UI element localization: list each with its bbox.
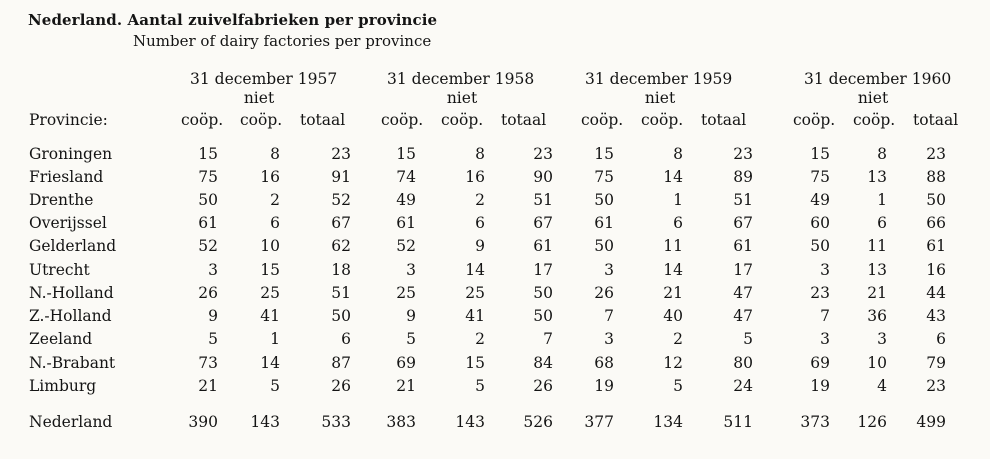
niet-coop-value: 14	[465, 261, 485, 279]
totaal-value: 87	[331, 354, 351, 372]
totaal-value: 89	[733, 168, 753, 186]
coop-header-2: coöp.	[381, 111, 424, 129]
totaal-value: 61	[533, 237, 553, 255]
province-name: Utrecht	[29, 261, 90, 279]
niet-coop-value: 11	[663, 237, 683, 255]
table-subtitle: Number of dairy factories per province	[133, 32, 432, 50]
coop-value: 9	[208, 307, 218, 325]
niet-coop-value: 14	[260, 354, 280, 372]
totaal-value: 17	[533, 261, 553, 279]
niet-coop-value: 5	[475, 377, 485, 395]
coop-value: 9	[406, 307, 416, 325]
niet-coop-value: 6	[270, 214, 280, 232]
niet-coop-value: 13	[867, 261, 887, 279]
total-niet-coop-value: 134	[653, 413, 683, 431]
totaal-header-3: totaal	[701, 111, 747, 129]
total-totaal-value: 533	[321, 413, 351, 431]
niet-coop-value: 1	[877, 191, 887, 209]
niet-coop-value: 2	[673, 330, 683, 348]
coop-value: 50	[594, 237, 614, 255]
total-niet-coop-value: 126	[857, 413, 887, 431]
coop-value: 75	[810, 168, 830, 186]
coop-value: 26	[594, 284, 614, 302]
totaal-value: 6	[936, 330, 946, 348]
totaal-value: 67	[733, 214, 753, 232]
province-name: Drenthe	[29, 191, 94, 209]
province-name: Friesland	[29, 168, 104, 186]
niet-coop-value: 14	[663, 168, 683, 186]
totaal-value: 79	[926, 354, 946, 372]
niet-coop-value: 15	[465, 354, 485, 372]
coop-value: 23	[810, 284, 830, 302]
totaal-value: 62	[331, 237, 351, 255]
niet-coop-value: 6	[673, 214, 683, 232]
niet-coop-value: 2	[475, 191, 485, 209]
totaal-value: 51	[733, 191, 753, 209]
niet-coop-value: 11	[867, 237, 887, 255]
niet-coop-value: 1	[270, 330, 280, 348]
coop-value: 61	[396, 214, 416, 232]
coop-value: 61	[198, 214, 218, 232]
coop-header-1: coöp.	[181, 111, 224, 129]
coop-value: 3	[208, 261, 218, 279]
total-totaal-value: 499	[916, 413, 946, 431]
total-totaal-value: 526	[523, 413, 553, 431]
totaal-value: 26	[331, 377, 351, 395]
coop-value: 74	[396, 168, 416, 186]
totaal-value: 61	[926, 237, 946, 255]
coop-value: 52	[396, 237, 416, 255]
province-name: N.-Brabant	[29, 354, 116, 372]
niet-coop-value: 40	[663, 307, 683, 325]
coop-value: 3	[406, 261, 416, 279]
totaal-value: 50	[533, 307, 553, 325]
niet-coop-value: 25	[260, 284, 280, 302]
coop-value: 3	[820, 261, 830, 279]
coop-value: 25	[396, 284, 416, 302]
totaal-value: 91	[331, 168, 351, 186]
total-niet-coop-value: 143	[455, 413, 485, 431]
province-name: Limburg	[29, 377, 97, 395]
niet-coop-value: 41	[465, 307, 485, 325]
coop-value: 49	[810, 191, 830, 209]
totaal-header-4: totaal	[913, 111, 959, 129]
totaal-value: 50	[533, 284, 553, 302]
niet-label-2: niet	[446, 89, 478, 107]
coop-value: 3	[820, 330, 830, 348]
niet-coop-value: 21	[867, 284, 887, 302]
coop-value: 19	[594, 377, 614, 395]
niet-label-1: niet	[243, 89, 275, 107]
coop-value: 26	[198, 284, 218, 302]
table-title: Nederland. Aantal zuivelfabrieken per provincie	[28, 11, 438, 29]
niet-label-4: niet	[857, 89, 889, 107]
niet-coop-value: 4	[877, 377, 887, 395]
totaal-value: 50	[926, 191, 946, 209]
coop-value: 5	[208, 330, 218, 348]
coop-value: 49	[396, 191, 416, 209]
niet-coop-value: 5	[270, 377, 280, 395]
coop-header-3: coöp.	[581, 111, 624, 129]
coop-value: 69	[810, 354, 830, 372]
totaal-header-2: totaal	[501, 111, 547, 129]
totaal-value: 7	[543, 330, 553, 348]
niet-coop-value: 6	[475, 214, 485, 232]
niet-label-3: niet	[644, 89, 676, 107]
year-header-2: 31 december 1958	[387, 70, 535, 88]
coop-value: 52	[198, 237, 218, 255]
coop-value: 3	[604, 330, 614, 348]
niet-coop-value: 1	[673, 191, 683, 209]
total-coop-value: 383	[386, 413, 416, 431]
total-niet-coop-value: 143	[250, 413, 280, 431]
niet-coop-header-3: coöp.	[641, 111, 684, 129]
niet-coop-value: 25	[465, 284, 485, 302]
year-header-1: 31 december 1957	[190, 70, 338, 88]
coop-value: 69	[396, 354, 416, 372]
niet-coop-value: 2	[475, 330, 485, 348]
province-name: Z.-Holland	[29, 307, 112, 325]
totaal-value: 18	[331, 261, 351, 279]
totaal-value: 6	[341, 330, 351, 348]
coop-value: 19	[810, 377, 830, 395]
niet-coop-value: 8	[270, 145, 280, 163]
coop-value: 50	[594, 191, 614, 209]
totaal-value: 51	[331, 284, 351, 302]
niet-coop-value: 6	[877, 214, 887, 232]
niet-coop-value: 8	[673, 145, 683, 163]
totaal-value: 23	[331, 145, 351, 163]
totaal-value: 23	[533, 145, 553, 163]
totaal-value: 51	[533, 191, 553, 209]
totaal-value: 23	[926, 145, 946, 163]
niet-coop-value: 16	[465, 168, 485, 186]
coop-value: 68	[594, 354, 614, 372]
totaal-value: 80	[733, 354, 753, 372]
niet-coop-value: 2	[270, 191, 280, 209]
coop-value: 5	[406, 330, 416, 348]
niet-coop-header-1: coöp.	[240, 111, 283, 129]
province-name: Groningen	[29, 145, 113, 163]
totaal-value: 23	[733, 145, 753, 163]
coop-header-4: coöp.	[793, 111, 836, 129]
provincie-header: Provincie:	[29, 111, 108, 129]
totaal-value: 26	[533, 377, 553, 395]
coop-value: 3	[604, 261, 614, 279]
province-name: Gelderland	[29, 237, 117, 255]
niet-coop-value: 15	[260, 261, 280, 279]
niet-coop-value: 16	[260, 168, 280, 186]
coop-value: 50	[810, 237, 830, 255]
coop-value: 7	[820, 307, 830, 325]
totaal-value: 43	[926, 307, 946, 325]
coop-value: 75	[594, 168, 614, 186]
niet-coop-value: 41	[260, 307, 280, 325]
niet-coop-value: 5	[673, 377, 683, 395]
niet-coop-value: 9	[475, 237, 485, 255]
niet-coop-value: 10	[260, 237, 280, 255]
coop-value: 21	[198, 377, 218, 395]
totaal-value: 52	[331, 191, 351, 209]
total-name: Nederland	[29, 413, 113, 431]
totaal-value: 24	[733, 377, 753, 395]
niet-coop-value: 13	[867, 168, 887, 186]
coop-value: 15	[198, 145, 218, 163]
totaal-value: 44	[926, 284, 946, 302]
totaal-value: 47	[733, 284, 753, 302]
totaal-value: 61	[733, 237, 753, 255]
coop-value: 15	[396, 145, 416, 163]
coop-value: 15	[810, 145, 830, 163]
province-name: Overijssel	[29, 214, 107, 232]
coop-value: 7	[604, 307, 614, 325]
niet-coop-value: 21	[663, 284, 683, 302]
coop-value: 60	[810, 214, 830, 232]
year-header-3: 31 december 1959	[585, 70, 733, 88]
coop-value: 75	[198, 168, 218, 186]
niet-coop-value: 3	[877, 330, 887, 348]
total-coop-value: 377	[584, 413, 614, 431]
coop-value: 61	[594, 214, 614, 232]
totaal-value: 5	[743, 330, 753, 348]
totaal-value: 66	[926, 214, 946, 232]
coop-value: 73	[198, 354, 218, 372]
niet-coop-value: 14	[663, 261, 683, 279]
coop-value: 50	[198, 191, 218, 209]
totaal-value: 84	[533, 354, 553, 372]
totaal-value: 17	[733, 261, 753, 279]
coop-value: 15	[594, 145, 614, 163]
total-totaal-value: 511	[723, 413, 753, 431]
niet-coop-value: 8	[877, 145, 887, 163]
coop-value: 21	[396, 377, 416, 395]
year-header-4: 31 december 1960	[804, 70, 952, 88]
totaal-value: 47	[733, 307, 753, 325]
province-name: N.-Holland	[29, 284, 114, 302]
totaal-value: 88	[926, 168, 946, 186]
niet-coop-value: 12	[663, 354, 683, 372]
province-name: Zeeland	[29, 330, 93, 348]
totaal-value: 23	[926, 377, 946, 395]
niet-coop-header-4: coöp.	[853, 111, 896, 129]
niet-coop-value: 36	[867, 307, 887, 325]
totaal-value: 16	[926, 261, 946, 279]
niet-coop-value: 8	[475, 145, 485, 163]
total-coop-value: 390	[188, 413, 218, 431]
totaal-value: 67	[331, 214, 351, 232]
totaal-value: 50	[331, 307, 351, 325]
total-coop-value: 373	[800, 413, 830, 431]
totaal-value: 67	[533, 214, 553, 232]
niet-coop-header-2: coöp.	[441, 111, 484, 129]
totaal-value: 90	[533, 168, 553, 186]
totaal-header-1: totaal	[300, 111, 346, 129]
niet-coop-value: 10	[867, 354, 887, 372]
